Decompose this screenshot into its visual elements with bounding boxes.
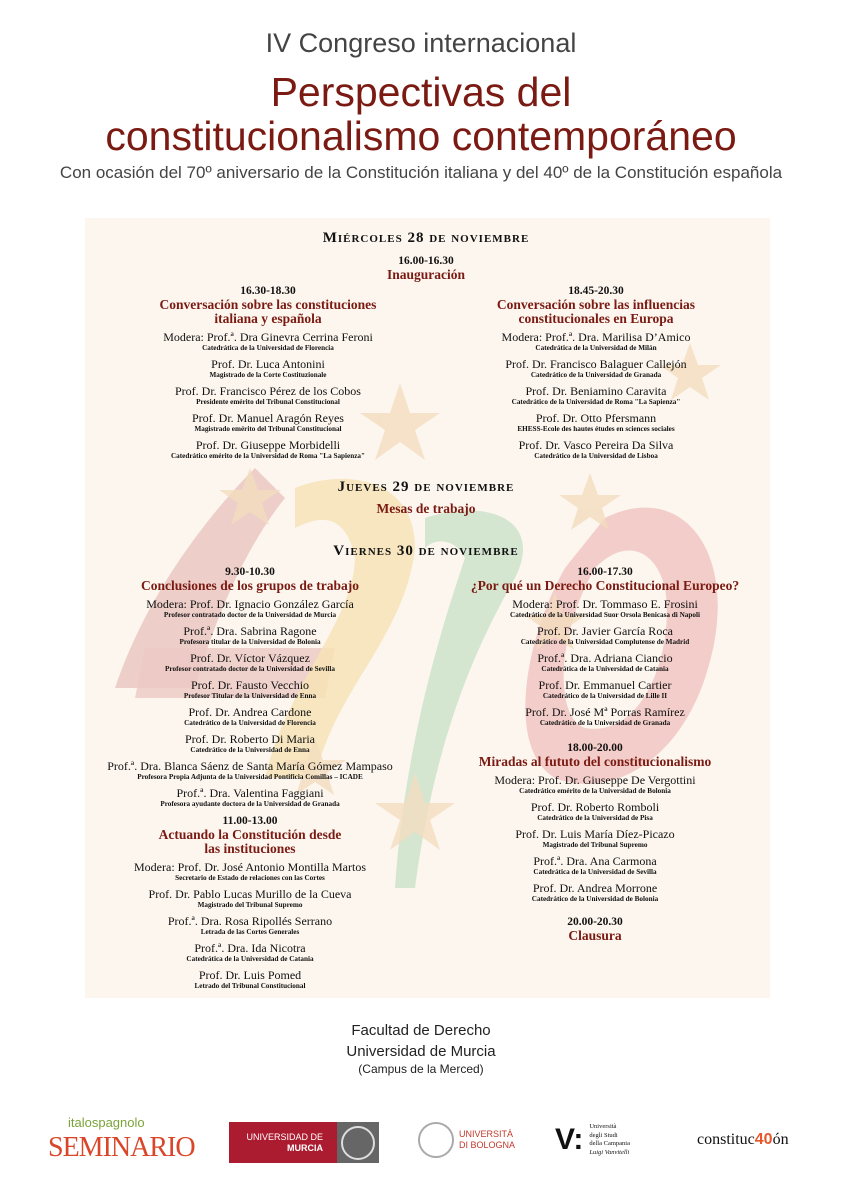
speaker-name: Prof. Dr. Andrea Cardone bbox=[188, 705, 312, 719]
speaker-name: Prof.ª. Dra. Valentina Faggiani bbox=[176, 786, 324, 800]
session-title: Conversación sobre las influencias bbox=[496, 297, 696, 312]
speaker-affiliation: Profesor Titular de la Universidad de Enna bbox=[183, 692, 317, 700]
session-wed-right bbox=[426, 285, 766, 461]
speaker-item bbox=[98, 412, 438, 434]
speaker-affiliation: EHESS-Ecole des hautes études en sciences sociales bbox=[517, 425, 675, 433]
constitucion-logo-num: 40 bbox=[754, 1131, 773, 1148]
session-fri-left2 bbox=[80, 815, 420, 991]
speaker-name: Modera: Prof.ª. Dra Ginevra Cerrina Feroni bbox=[163, 330, 373, 344]
closing-session bbox=[445, 916, 745, 943]
seminario-logo-bottom: SEMINARIO bbox=[48, 1132, 195, 1163]
speaker-item bbox=[426, 412, 766, 434]
congress-edition: IV Congreso internacional bbox=[265, 28, 577, 58]
venue-campus: (Campus de la Merced) bbox=[358, 1062, 484, 1076]
speaker-name: Prof. Dr. Beniamino Caravita bbox=[525, 384, 667, 398]
speaker-item bbox=[75, 679, 425, 701]
day-heading-friday bbox=[176, 543, 676, 560]
vanvitelli-line: Università bbox=[589, 1123, 617, 1130]
vanvitelli-line: Luigi Vanvitelli bbox=[589, 1148, 630, 1156]
speaker-item bbox=[80, 915, 420, 937]
speaker-name: Modera: Prof.ª. Dra. Marilisa D’Amico bbox=[501, 330, 691, 344]
occasion-subtitle: Con ocasión del 70º aniversario de la Constitución italiana y del 40º de la Constitución española bbox=[59, 163, 783, 182]
session-title: las instituciones bbox=[204, 841, 296, 856]
murcia-logo-line2: MURCIA bbox=[287, 1142, 323, 1153]
session-fri-right1 bbox=[425, 566, 785, 728]
speaker-name: Prof. Dr. Vasco Pereira Da Silva bbox=[518, 438, 674, 452]
speaker-item bbox=[75, 706, 425, 728]
speaker-affiliation: Catedrático de la Universidad de Roma "La Sapienza" bbox=[511, 398, 681, 406]
speaker-affiliation: Profesora ayudante doctora de la Universidad de Granada bbox=[160, 800, 340, 808]
speaker-affiliation: Catedrático de la Universidad Suor Orsola Benicasa di Napoli bbox=[510, 611, 700, 619]
day-label: Miércoles 28 de noviembre bbox=[322, 230, 530, 246]
speaker-name: Modera: Prof. Dr. Ignacio González García bbox=[146, 597, 354, 611]
vanvitelli-line: degli Studi bbox=[589, 1131, 618, 1139]
speaker-name: Modera: Prof. Dr. Giuseppe De Vergottini bbox=[494, 773, 696, 787]
speaker-name: Modera: Prof. Dr. José Antonio Montilla Martos bbox=[134, 860, 366, 874]
universidad-murcia-logo bbox=[229, 1122, 379, 1163]
vanvitelli-mark: V: bbox=[555, 1123, 584, 1156]
speaker-name: Prof. Dr. Otto Pfersmann bbox=[535, 411, 657, 425]
speaker-item bbox=[425, 706, 785, 728]
session-time: 16.00-16.30 bbox=[398, 255, 454, 267]
session-time: 9.30-10.30 bbox=[225, 566, 275, 578]
session-title: Actuando la Constitución desde bbox=[158, 827, 342, 842]
speaker-name: Prof. Dr. Luis Pomed bbox=[198, 968, 302, 982]
session-time: 16.30-18.30 bbox=[240, 285, 296, 297]
day-heading-thursday bbox=[176, 479, 676, 496]
speaker-affiliation: Catedrático de la Universidad Complutense de Madrid bbox=[520, 638, 690, 646]
speaker-name: Modera: Prof. Dr. Tommaso E. Frosini bbox=[512, 597, 698, 611]
speaker-affiliation: Letrada de las Cortes Generales bbox=[200, 928, 300, 936]
speaker-item bbox=[426, 439, 766, 461]
session-title: Conversación sobre las constituciones bbox=[159, 297, 377, 312]
speaker-affiliation: Profesora Propia Adjunta de la Universidad Pontificia Comillas – ICADE bbox=[137, 773, 363, 781]
speaker-affiliation: Magistrado del Tribunal Supremo bbox=[542, 841, 648, 849]
seminario-italospagnolo-logo bbox=[48, 1115, 223, 1165]
session-title: Mesas de trabajo bbox=[376, 501, 476, 516]
speaker-item bbox=[98, 331, 438, 353]
speaker-affiliation: Catedrática de la Universidad de Sevilla bbox=[533, 868, 657, 876]
speaker-name: Prof. Dr. Roberto Di Maria bbox=[185, 732, 315, 746]
session-title: Clausura bbox=[568, 928, 622, 943]
speaker-item bbox=[425, 801, 765, 823]
session-time: 18.00-20.00 bbox=[567, 742, 623, 754]
speaker-name: Prof. Dr. Francisco Pérez de los Cobos bbox=[175, 384, 361, 398]
speaker-name: Prof.ª. Dra. Blanca Sáenz de Santa María Gómez Mampaso bbox=[107, 759, 393, 773]
speaker-affiliation: Secretario de Estado de relaciones con las Cortes bbox=[175, 874, 325, 882]
session-title: Conclusiones de los grupos de trabajo bbox=[141, 578, 359, 593]
speaker-affiliation: Profesor contratado doctor de la Universidad de Sevilla bbox=[165, 665, 335, 673]
speaker-item bbox=[425, 625, 785, 647]
session-time: 20.00-20.30 bbox=[567, 916, 623, 928]
speaker-name: Prof. Dr. José Mª Porras Ramírez bbox=[525, 705, 685, 719]
speaker-item bbox=[98, 358, 438, 380]
speaker-name: Prof.ª. Dra. Ida Nicotra bbox=[194, 941, 306, 955]
venue-faculty: Facultad de Derecho bbox=[351, 1022, 491, 1039]
speaker-name: Prof. Dr. Víctor Vázquez bbox=[190, 651, 310, 665]
vanvitelli-logo bbox=[555, 1115, 630, 1165]
opening-session bbox=[276, 255, 576, 282]
speaker-affiliation: Catedrático de la Universidad de Lille II bbox=[542, 692, 668, 700]
speaker-item bbox=[425, 652, 785, 674]
speaker-affiliation: Catedrática de la Universidad de Catania bbox=[541, 665, 669, 673]
speaker-affiliation: Catedrático emérito de la Universidad de Roma "La Sapienza" bbox=[170, 452, 366, 460]
speaker-list bbox=[80, 861, 420, 991]
speaker-item bbox=[425, 855, 765, 877]
speaker-item bbox=[426, 385, 766, 407]
thursday-workshops bbox=[276, 502, 576, 516]
speaker-affiliation: Catedrática de la Universidad de Milán bbox=[535, 344, 657, 352]
speaker-affiliation: Letrado del Tribunal Constitucional bbox=[194, 982, 306, 990]
speaker-name: Prof. Dr. Pablo Lucas Murillo de la Cueva bbox=[148, 887, 352, 901]
speaker-name: Prof. Dr. Luca Antonini bbox=[211, 357, 325, 371]
speaker-affiliation: Catedrático de la Universidad de Granada bbox=[539, 719, 671, 727]
speaker-name: Prof. Dr. Luis María Díez-Picazo bbox=[515, 827, 675, 841]
speaker-item bbox=[426, 358, 766, 380]
speaker-item bbox=[80, 861, 420, 883]
speaker-name: Prof.ª. Dra. Ana Carmona bbox=[533, 854, 657, 868]
title-line-1: Perspectivas del bbox=[270, 69, 572, 115]
day-label: Viernes 30 de noviembre bbox=[333, 543, 519, 559]
speaker-item bbox=[98, 439, 438, 461]
title-line-2: constitucionalismo contemporáneo bbox=[105, 113, 737, 159]
speaker-list bbox=[425, 598, 785, 728]
constitucion-40-logo bbox=[697, 1115, 789, 1165]
speaker-item bbox=[80, 969, 420, 991]
constitucion-logo-pre: constituc bbox=[697, 1131, 755, 1148]
speaker-affiliation: Profesor contratado doctor de la Universidad de Murcia bbox=[163, 611, 337, 619]
bologna-line1: UNIVERSITÀ bbox=[459, 1129, 514, 1139]
speaker-affiliation: Catedrático de la Universidad de Enna bbox=[190, 746, 310, 754]
speaker-list bbox=[98, 331, 438, 461]
speaker-item bbox=[75, 652, 425, 674]
constitucion-logo-post: ón bbox=[772, 1131, 789, 1148]
speaker-affiliation: Magistrado del Tribunal Supremo bbox=[197, 901, 303, 909]
session-fri-left1 bbox=[75, 566, 425, 809]
speaker-list bbox=[75, 598, 425, 809]
speaker-affiliation: Magistrado de la Corte Costituzionale bbox=[209, 371, 327, 379]
speaker-item bbox=[425, 828, 765, 850]
bologna-seal-icon bbox=[418, 1122, 454, 1158]
speaker-item bbox=[425, 679, 785, 701]
speaker-item bbox=[75, 598, 425, 620]
speaker-name: Prof. Dr. Giuseppe Morbidelli bbox=[195, 438, 341, 452]
speaker-affiliation: Magistrado emérito del Tribunal Constitucional bbox=[194, 425, 342, 433]
session-time: 11.00-13.00 bbox=[222, 815, 278, 827]
day-label: Jueves 29 de noviembre bbox=[337, 479, 515, 495]
speaker-affiliation: Catedrática de la Universidad de Catania bbox=[186, 955, 314, 963]
session-title: ¿Por qué un Derecho Constitucional Europeo? bbox=[470, 578, 740, 593]
speaker-item bbox=[75, 787, 425, 809]
venue-info bbox=[0, 1020, 842, 1077]
venue-university: Universidad de Murcia bbox=[346, 1043, 496, 1060]
session-title: constitucionales en Europa bbox=[518, 311, 674, 326]
speaker-item bbox=[98, 385, 438, 407]
session-time: 18.45-20.30 bbox=[568, 285, 624, 297]
speaker-item bbox=[425, 598, 785, 620]
seminario-logo-top: italospagnolo bbox=[68, 1115, 145, 1130]
speaker-name: Prof.ª. Dra. Adriana Ciancio bbox=[537, 651, 673, 665]
speaker-name: Prof. Dr. Fausto Vecchio bbox=[190, 678, 310, 692]
session-title: Inauguración bbox=[386, 267, 466, 282]
speaker-name: Prof. Dr. Francisco Balaguer Callejón bbox=[505, 357, 687, 371]
speaker-name: Prof.ª. Dra. Sabrina Ragone bbox=[183, 624, 317, 638]
speaker-name: Prof. Dr. Emmanuel Cartier bbox=[538, 678, 672, 692]
speaker-item bbox=[425, 774, 765, 796]
session-title: Miradas al fututo del constitucionalismo bbox=[478, 754, 712, 769]
session-time: 16.00-17.30 bbox=[577, 566, 633, 578]
speaker-item bbox=[425, 882, 765, 904]
speaker-item bbox=[75, 625, 425, 647]
speaker-item bbox=[80, 942, 420, 964]
speaker-affiliation: Catedrático de la Universidad de Bolonia bbox=[531, 895, 659, 903]
speaker-item bbox=[75, 733, 425, 755]
speaker-name: Prof. Dr. Manuel Aragón Reyes bbox=[192, 411, 344, 425]
bologna-line2: DI BOLOGNA bbox=[459, 1140, 516, 1150]
speaker-affiliation: Presidente emérito del Tribunal Constitucional bbox=[196, 398, 340, 406]
speaker-item bbox=[80, 888, 420, 910]
speaker-affiliation: Profesora titular de la Universidad de Bolonia bbox=[179, 638, 321, 646]
speaker-list bbox=[425, 774, 765, 904]
session-wed-left bbox=[98, 285, 438, 461]
speaker-affiliation: Catedrático de la Universidad de Pisa bbox=[537, 814, 653, 822]
speaker-affiliation: Catedrática de la Universidad de Florencia bbox=[202, 344, 334, 352]
speaker-name: Prof. Dr. Andrea Morrone bbox=[532, 881, 658, 895]
speaker-item bbox=[426, 331, 766, 353]
speaker-name: Prof. Dr. Roberto Romboli bbox=[530, 800, 660, 814]
speaker-item bbox=[75, 760, 425, 782]
speaker-affiliation: Catedrático de la Universidad de Florencia bbox=[184, 719, 316, 727]
universita-bologna-logo bbox=[418, 1115, 515, 1165]
page-title bbox=[0, 70, 842, 158]
murcia-logo-line1: UNIVERSIDAD DE bbox=[246, 1131, 323, 1142]
speaker-affiliation: Catedrático de la Universidad de Lisboa bbox=[534, 452, 658, 460]
speaker-affiliation: Catedrático emérito de la Universidad de Bolonia bbox=[519, 787, 671, 795]
speaker-affiliation: Catedrático de la Universidad de Granada bbox=[530, 371, 662, 379]
session-fri-right2 bbox=[425, 742, 765, 904]
murcia-seal-icon bbox=[337, 1122, 379, 1163]
day-heading-wednesday bbox=[176, 230, 676, 247]
speaker-name: Prof.ª. Dra. Rosa Ripollés Serrano bbox=[167, 914, 333, 928]
speaker-list bbox=[426, 331, 766, 461]
vanvitelli-line: della Campania bbox=[589, 1140, 630, 1147]
speaker-name: Prof. Dr. Javier García Roca bbox=[537, 624, 673, 638]
session-title: italiana y española bbox=[214, 311, 322, 326]
